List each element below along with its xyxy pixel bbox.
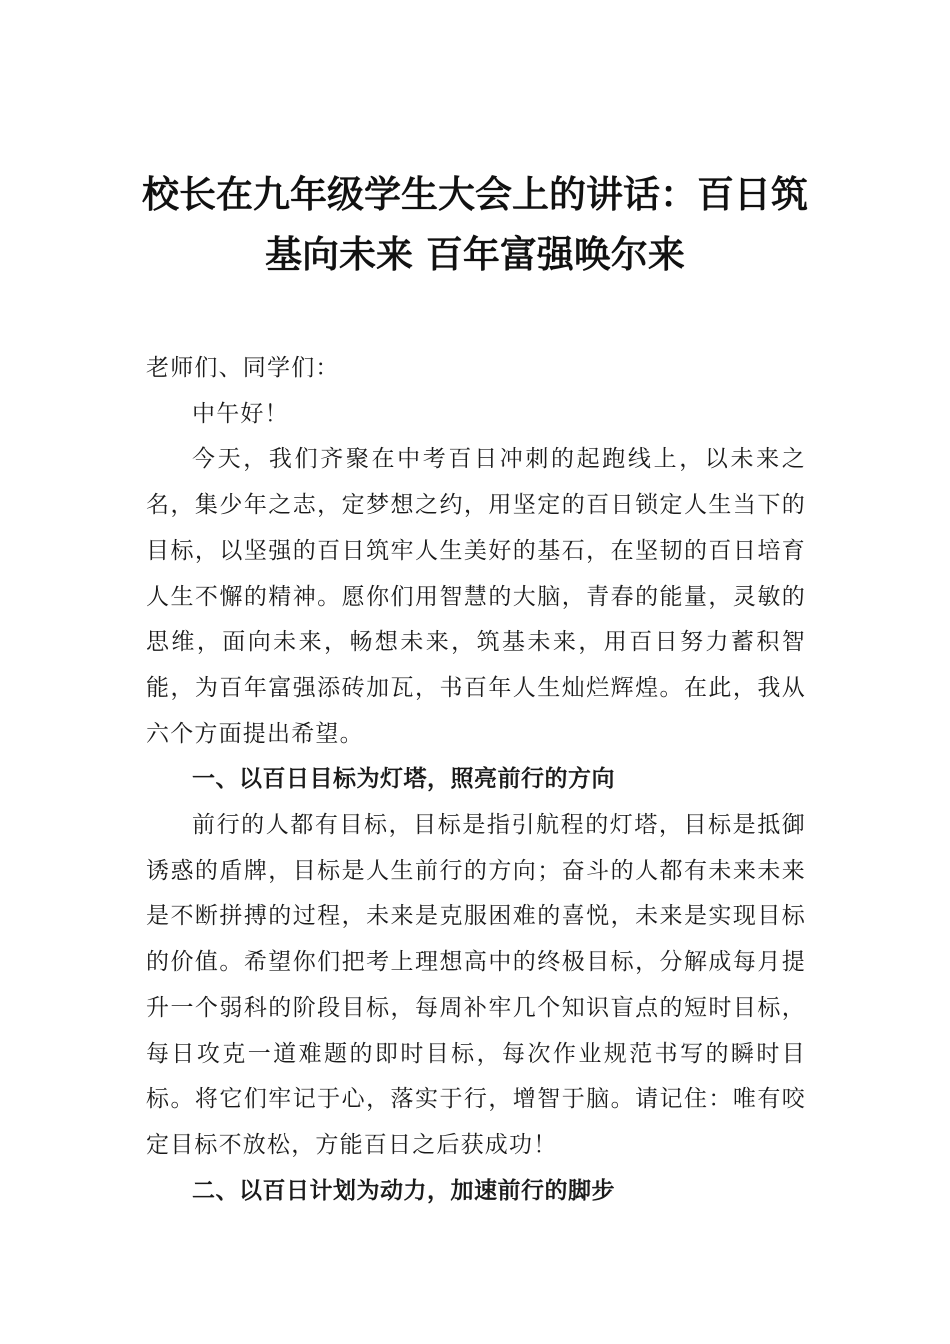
document-body [146,346,806,1214]
title-line-2: 基向未来 百年富强唤尔来 [265,232,685,276]
section-heading-1: 一、以百日目标为灯塔，照亮前行的方向 [192,766,615,793]
salutation: 老师们、同学们： [146,355,340,381]
section-heading-2: 二、以百日计划为动力，加速前行的脚步 [192,1177,615,1204]
paragraph-section-1: 前行的人都有目标，目标是指引航程的灯塔，目标是抵御诱惑的盾牌，目标是人生前行的方向；奋斗的人都有未来未来是不断拼搏的过程，未来是克服困难的喜悦，未来是实现目标的价值。希望你们把考上理想高中的终极目标，分解成每月提升一个弱科的阶段目标，每周补牢几个知识盲点的短时目标，每日攻克一道难题的即时目标，每次作业规范书写的瞬时目标。将它们牢记于心，落实于行，增智于脑。请记住：唯有咬定目标不放松，方能百日之后获成功！ [146,812,806,1158]
title-line-1: 校长在九年级学生大会上的讲话：百日筑 [142,172,808,216]
paragraph-intro: 今天，我们齐聚在中考百日冲刺的起跑线上，以未来之名，集少年之志，定梦想之约，用坚定的百日锁定人生当下的目标，以坚强的百日筑牢人生美好的基石，在坚韧的百日培育人生不懈的精神。愿你们用智慧的大脑，青春的能量，灵敏的思维，面向未来，畅想未来，筑基未来，用百日努力蓄积智能，为百年富强添砖加瓦，书百年人生灿烂辉煌。在此，我从六个方面提出希望。 [146,446,806,747]
page-title [100,164,850,284]
greeting: 中午好！ [192,400,289,427]
